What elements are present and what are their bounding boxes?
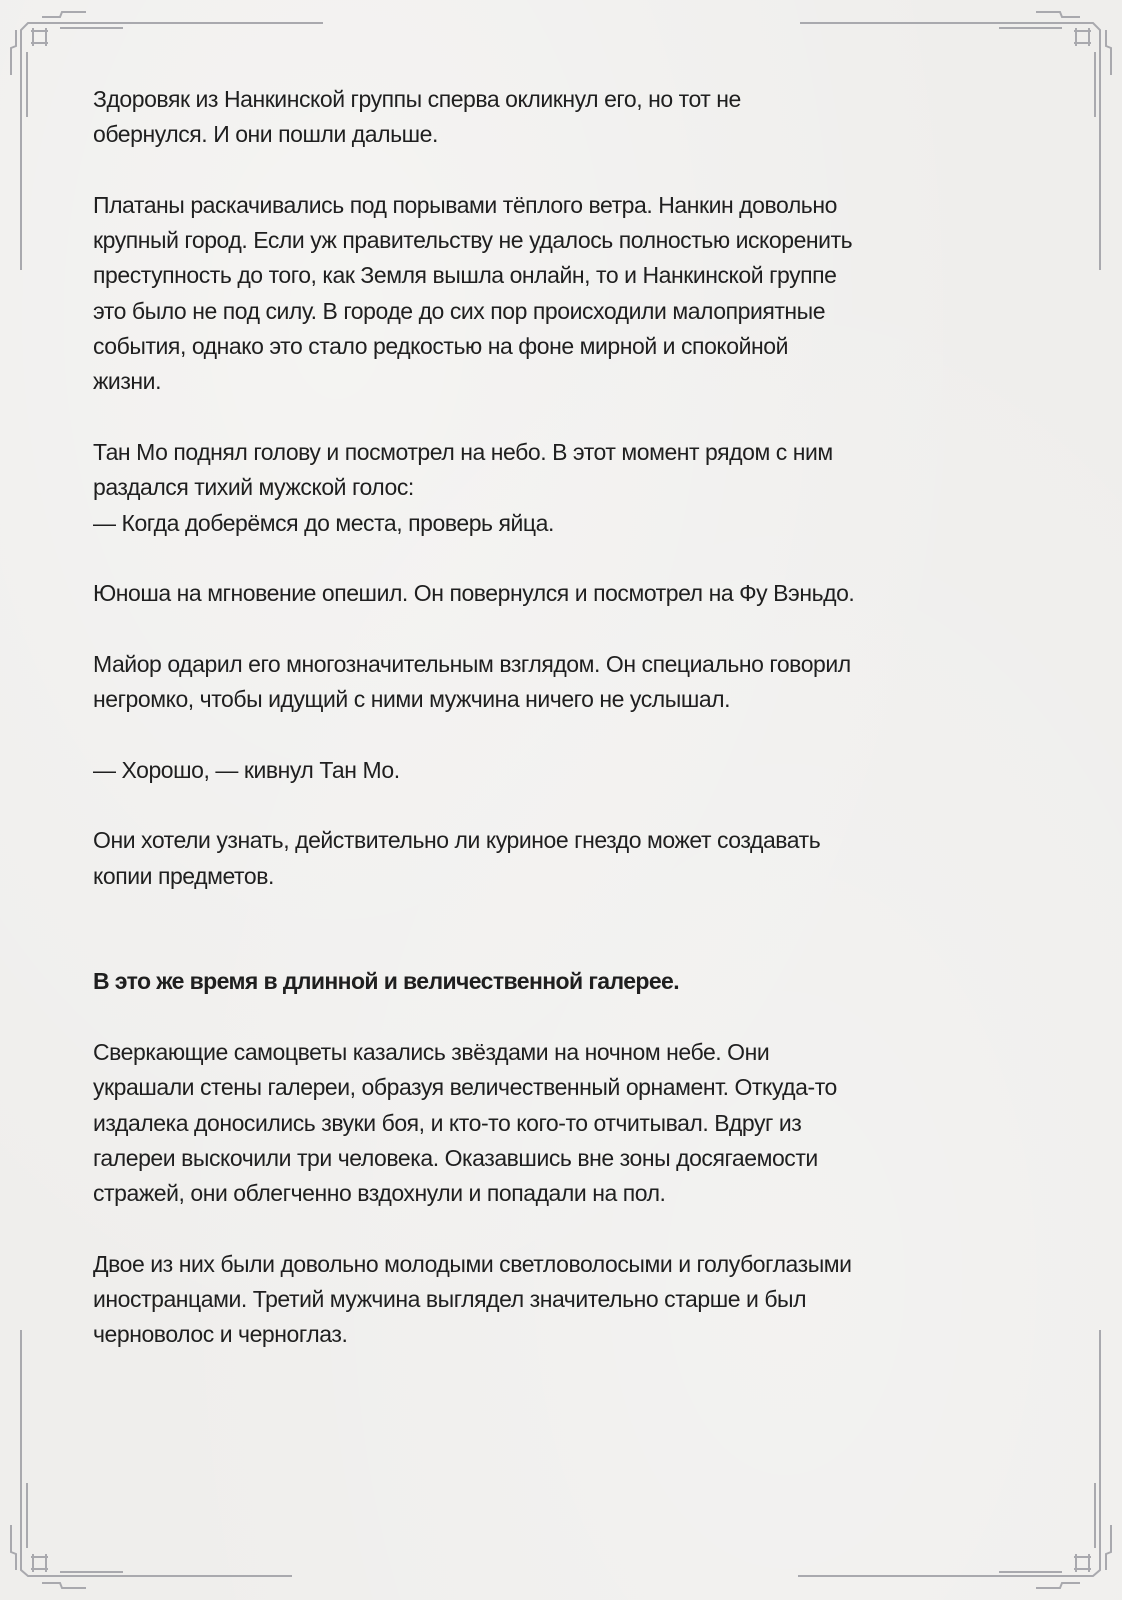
text-line: это было не под силу. В городе до сих пор происходили малоприятные xyxy=(93,297,826,324)
text-line: — Хорошо, — кивнул Тан Мо. xyxy=(93,756,400,783)
text-line: черноволос и черноглаз. xyxy=(93,1321,348,1348)
paragraph xyxy=(93,823,1033,894)
text-line: раздался тихий мужской голос: xyxy=(93,474,414,501)
paragraph xyxy=(93,1035,1033,1211)
text-line: Здоровяк из Нанкинской группы сперва окликнул его, но тот не xyxy=(93,86,741,112)
scene-heading xyxy=(93,964,1033,999)
text-line: издалека доносились звуки боя, и кто-то кого-то отчитывал. Вдруг из xyxy=(93,1109,802,1136)
text-line: Майор одарил его многозначительным взглядом. Он специально говорил xyxy=(93,650,851,677)
text-line: Тан Мо поднял голову и посмотрел на небо. В этот момент рядом с ним xyxy=(93,438,833,465)
document-body xyxy=(93,82,1033,1388)
text-line: Сверкающие самоцветы казались звёздами на ночном небе. Они xyxy=(93,1039,770,1066)
text-line: Платаны раскачивались под порывами тёплого ветра. Нанкин довольно xyxy=(93,191,837,218)
scene-heading-text: В это же время в длинной и величественной галерее. xyxy=(93,968,680,995)
text-line: Они хотели узнать, действительно ли куриное гнездо может создавать xyxy=(93,827,821,854)
paragraph xyxy=(93,82,1033,153)
text-line: Двое из них были довольно молодыми светловолосыми и голубоглазыми xyxy=(93,1250,852,1277)
text-line: украшали стены галереи, образуя величественный орнамент. Откуда-то xyxy=(93,1074,837,1101)
paragraph xyxy=(93,647,1033,718)
paragraph xyxy=(93,1247,1033,1353)
text-line: события, однако это стало редкостью на фоне мирной и спокойной xyxy=(93,333,789,360)
text-line: преступность до того, как Земля вышла онлайн, то и Нанкинской группе xyxy=(93,262,837,289)
text-line: жизни. xyxy=(93,368,162,395)
paragraph xyxy=(93,576,1033,611)
text-line: обернулся. И они пошли дальше. xyxy=(93,121,438,148)
text-line: — Когда доберёмся до места, проверь яйца. xyxy=(93,509,554,536)
text-line: галереи выскочили три человека. Оказавшись вне зоны досягаемости xyxy=(93,1144,818,1171)
text-line: негромко, чтобы идущий с ними мужчина ничего не услышал. xyxy=(93,686,731,713)
paragraph xyxy=(93,753,1033,788)
paragraph xyxy=(93,435,1033,541)
text-line: иностранцами. Третий мужчина выглядел значительно старше и был xyxy=(93,1286,807,1313)
text-line: стражей, они облегченно вздохнули и попадали на пол. xyxy=(93,1180,666,1207)
paragraph xyxy=(93,188,1033,400)
text-line: Юноша на мгновение опешил. Он повернулся и посмотрел на Фу Вэньдо. xyxy=(93,580,855,607)
text-line: крупный город. Если уж правительству не удалось полностью искоренить xyxy=(93,227,853,254)
text-line: копии предметов. xyxy=(93,862,274,889)
